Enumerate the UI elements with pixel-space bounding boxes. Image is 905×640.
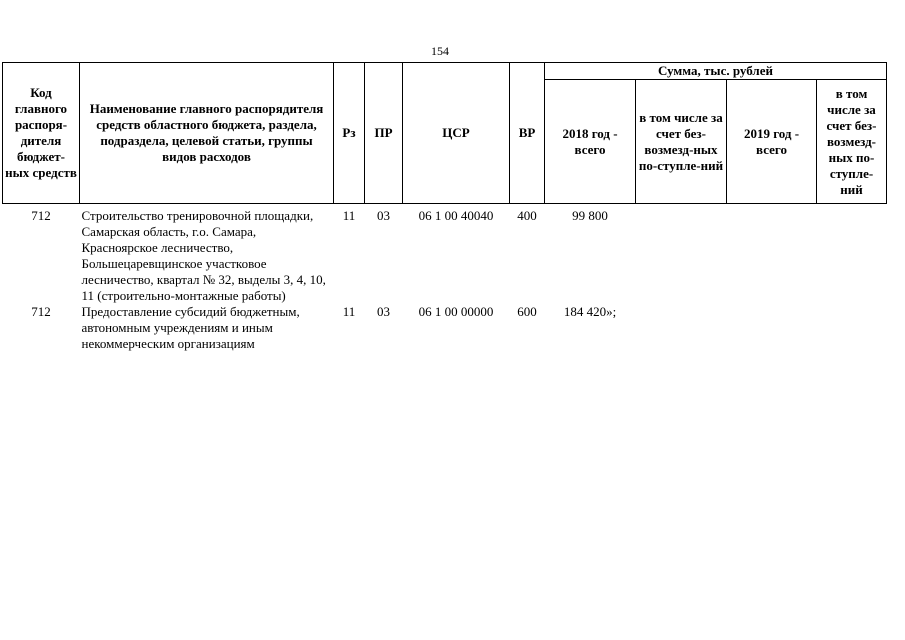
header-2018-gratis: в том числе за счет без-возмезд-ных по-ступле-ний bbox=[636, 80, 727, 204]
row-2018-gratis bbox=[636, 304, 727, 352]
row-name: Предоставление субсидий бюджетным, автономным учреждениям и иным некоммерческим организациям bbox=[81, 304, 300, 351]
table-row bbox=[3, 204, 887, 305]
header-2018-total: 2018 год - всего bbox=[545, 80, 636, 204]
header-pr: ПР bbox=[365, 63, 403, 204]
header-name: Наименование главного распорядителя средств областного бюджета, раздела, подраздела, целевой статьи, группы видов расходов bbox=[80, 63, 334, 204]
budget-table bbox=[2, 62, 887, 352]
row-rz: 11 bbox=[342, 208, 356, 223]
header-code: Код главного распоря-дителя бюджет-ных средств bbox=[3, 63, 80, 204]
row-name: Строительство тренировочной площадки, Самарская область, г.о. Самара, Красноярское лесничество, Большецаревщинское участковое лесничество, квартал № 32, выделы 3, 4, 10, 11 (строительно-монтажные работы) bbox=[81, 208, 326, 303]
header-2019-gratis: в том числе за счет без-возмезд-ных по-ступле-ний bbox=[817, 80, 887, 204]
row-2018-total: 99 800 bbox=[572, 208, 608, 223]
row-vr: 600 bbox=[517, 304, 537, 319]
row-pr: 03 bbox=[377, 304, 390, 319]
row-code: 712 bbox=[31, 208, 51, 223]
header-sum-group: Сумма, тыс. рублей bbox=[545, 63, 887, 80]
row-2019-total bbox=[727, 304, 817, 352]
row-vr: 400 bbox=[517, 208, 537, 223]
row-rz: 11 bbox=[342, 304, 356, 319]
header-vr: ВР bbox=[510, 63, 545, 204]
row-csr: 06 1 00 00000 bbox=[418, 304, 494, 319]
header-rz: Рз bbox=[334, 63, 365, 204]
row-csr: 06 1 00 40040 bbox=[418, 208, 494, 223]
row-code: 712 bbox=[31, 304, 51, 319]
table-row bbox=[3, 304, 887, 352]
row-2018-total: 184 420»; bbox=[563, 304, 617, 319]
header-2019-total: 2019 год - всего bbox=[727, 80, 817, 204]
row-2019-total bbox=[727, 204, 817, 305]
page-number: 154 bbox=[431, 44, 449, 58]
row-2019-gratis bbox=[817, 204, 887, 305]
row-pr: 03 bbox=[377, 208, 390, 223]
row-2019-gratis bbox=[817, 304, 887, 352]
row-2018-gratis bbox=[636, 204, 727, 305]
header-csr: ЦСР bbox=[403, 63, 510, 204]
